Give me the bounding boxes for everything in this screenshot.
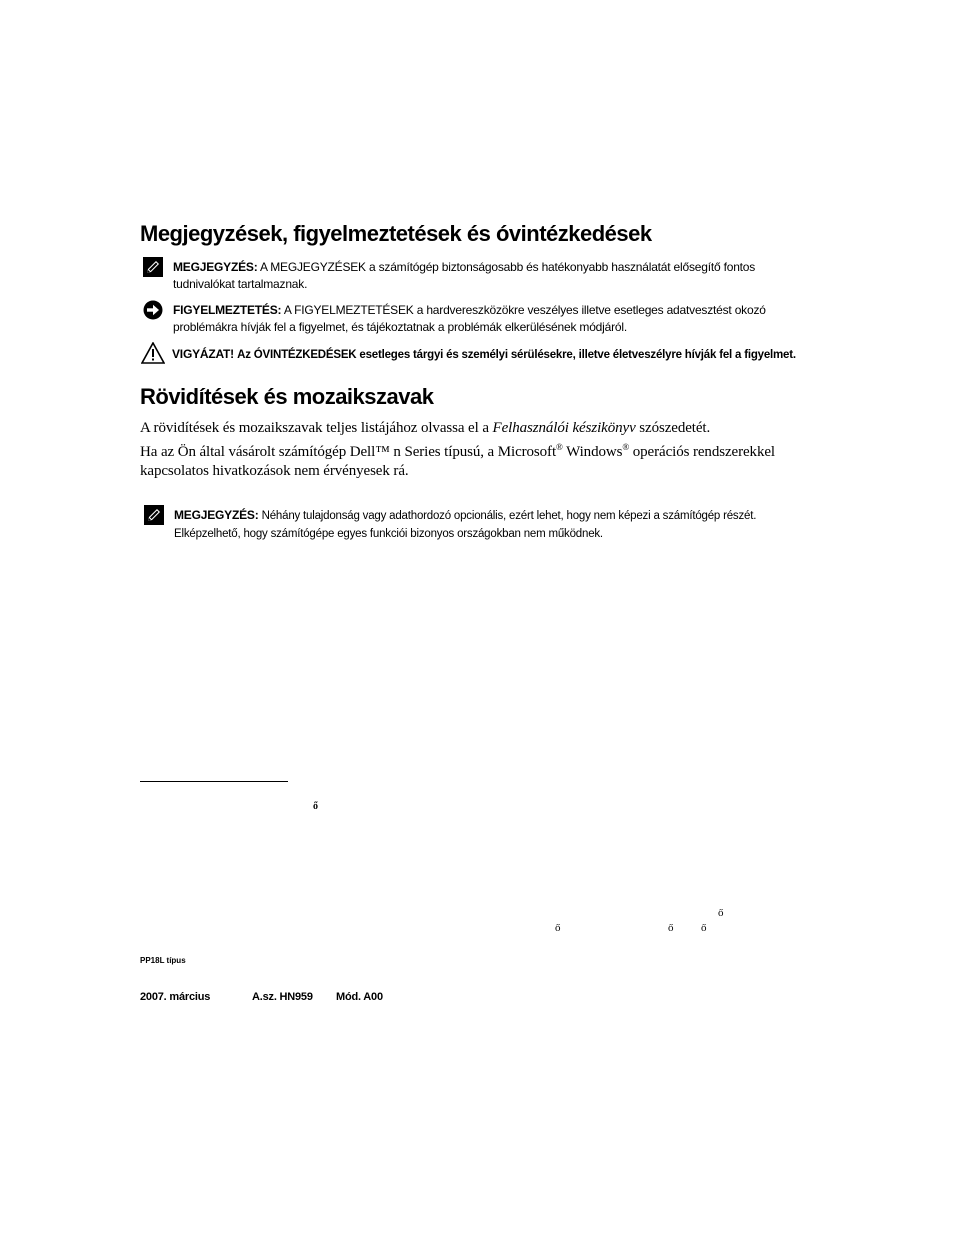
text-fragment: ő	[555, 922, 561, 934]
pencil-note-icon	[144, 505, 164, 530]
registered-mark: ®	[556, 442, 563, 452]
text-fragment: ő	[668, 922, 674, 934]
notice-text: A FIGYELMEZTETÉSEK a hardvereszközökre veszélyes illetve esetleges adatvesztést okozó problémákra hívják fel a figyelmet, és tájékoztatnak a problémák elkerülésének módjáról.	[173, 303, 766, 334]
para2-text-b: Windows	[562, 444, 623, 460]
part-number: A.sz. HN959	[252, 991, 313, 1003]
users-guide-title: Felhasználói készikönyv	[492, 420, 636, 436]
text-fragment: ő	[701, 922, 707, 934]
section-title-abbreviations: Rövidítések és mozaikszavak	[140, 384, 434, 409]
para2-text-a: Ha az Ön által vásárolt számítógép Dell™ n Series típusú, a Microsoft	[140, 444, 557, 460]
text-fragment: ő	[718, 907, 724, 919]
pencil-note-icon	[143, 257, 163, 282]
caution-text: Az ÓVINTÉZKEDÉSEK esetleges tárgyi és személyi sérülésekre, illetve életveszélyre hívják fel a figyelmet.	[237, 349, 796, 361]
model-number: PP18L típus	[140, 956, 186, 965]
note-label: MEGJEGYZÉS:	[173, 260, 258, 274]
para1-text-a: A rövidítések és mozaikszavak teljes listájához olvassa el a	[140, 420, 493, 436]
text-fragment: ő	[313, 801, 318, 812]
note-block-2	[174, 507, 814, 543]
para2-text-c: operációs rendszerekkel kapcsolatos hivatkozások nem érvényesek rá.	[140, 444, 775, 479]
note-label: MEGJEGYZÉS:	[174, 508, 259, 522]
notice-block	[173, 302, 803, 336]
arrow-circle-icon	[143, 300, 163, 325]
warning-triangle-icon	[141, 342, 165, 369]
note-text: Néhány tulajdonság vagy adathordozó opcionális, ezért lehet, hogy nem képezi a számítógép részét. Elképzelhető, hogy számítógépe egyes funkciói bizonyos országokban nem működnek.	[174, 510, 757, 540]
para1-text-b: szószedetét.	[635, 420, 711, 436]
revision-number: Mód. A00	[336, 991, 383, 1003]
footnote-rule	[140, 781, 288, 782]
notice-label: FIGYELMEZTETÉS:	[173, 303, 282, 317]
publication-date: 2007. március	[140, 991, 211, 1003]
note-text: A MEGJEGYZÉSEK a számítógép biztonságosabb és hatékonyabb használatát elősegítő fontos tudnivalókat tartalmaznak.	[173, 260, 756, 291]
caution-block	[172, 346, 872, 364]
abbreviations-paragraph-1	[140, 419, 840, 438]
caution-label: VIGYÁZAT!	[172, 347, 234, 361]
note-block	[173, 259, 813, 293]
abbreviations-paragraph-2	[140, 443, 820, 481]
section-title-notes: Megjegyzések, figyelmeztetések és óvintézkedések	[140, 221, 652, 246]
registered-mark: ®	[622, 442, 630, 452]
